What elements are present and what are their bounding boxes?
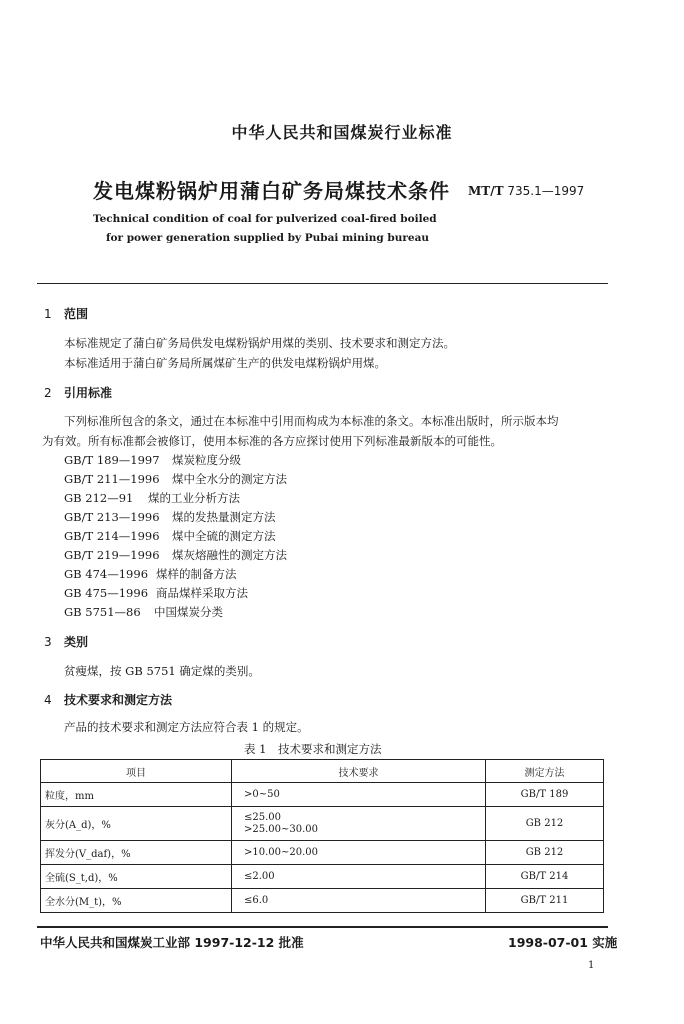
cell-method: GB/T 189 <box>486 783 604 807</box>
cell-requirement: >0~50 <box>232 783 486 807</box>
table-row <box>41 889 604 913</box>
section-title: 引用标准 <box>64 386 113 400</box>
section-title: 类别 <box>64 635 89 649</box>
standard-code-number: 735.1—1997 <box>507 184 585 198</box>
requirement-line-2: >25.00~30.00 <box>244 823 319 835</box>
reference-item: GB/T 214—1996 煤中全硫的测定方法 <box>64 529 276 543</box>
section-heading-scope <box>44 305 88 322</box>
cell-method: GB/T 214 <box>486 865 604 889</box>
reference-item: GB 212—91 煤的工业分析方法 <box>64 491 240 505</box>
cell-requirement: >10.00~20.00 <box>232 841 486 865</box>
cell-method: GB 212 <box>486 807 604 841</box>
section-number: 1 <box>44 307 52 321</box>
section-number: 3 <box>44 635 52 649</box>
section-heading-requirements <box>44 691 172 708</box>
scope-paragraph-2: 本标准适用于蒲白矿务局所属煤矿生产的供发电煤粉锅炉用煤。 <box>64 356 386 370</box>
column-header-item: 项目 <box>41 760 232 783</box>
page-number: 1 <box>588 960 595 971</box>
reference-item: GB/T 211—1996 煤中全水分的测定方法 <box>64 472 287 486</box>
column-header-method: 测定方法 <box>486 760 604 783</box>
section-title: 技术要求和测定方法 <box>64 693 173 707</box>
table-row <box>41 807 604 841</box>
section-number: 4 <box>44 693 52 707</box>
requirement-line-1: ≤25.00 <box>244 811 282 823</box>
section-title: 范围 <box>64 307 89 321</box>
cell-method: GB/T 211 <box>486 889 604 913</box>
table-caption: 表 1 技术要求和测定方法 <box>244 742 382 756</box>
table-row <box>41 783 604 807</box>
table-header-row <box>41 760 604 783</box>
section-heading-references <box>44 384 112 401</box>
cell-item: 灰分(A_d)，% <box>41 807 232 841</box>
english-title-line-1: Technical condition of coal for pulverized coal-fired boiled <box>93 213 437 225</box>
section-number: 2 <box>44 386 52 400</box>
header-divider <box>37 283 608 284</box>
footer-divider <box>37 926 608 928</box>
cell-requirement: ≤6.0 <box>232 889 486 913</box>
references-paragraph-2: 为有效。所有标准都会被修订，使用本标准的各方应探讨使用下列标准最新版本的可能性。 <box>42 434 502 448</box>
requirements-table <box>40 759 604 913</box>
requirements-paragraph: 产品的技术要求和测定方法应符合表 1 的规定。 <box>64 720 309 734</box>
reference-item: GB 5751—86 中国煤炭分类 <box>64 605 223 619</box>
reference-item: GB 475—1996 商品煤样采取方法 <box>64 586 248 600</box>
document-title: 发电煤粉锅炉用蒲白矿务局煤技术条件 <box>93 179 450 203</box>
references-paragraph-1: 下列标准所包含的条文，通过在本标准中引用而构成为本标准的条文。本标准出版时，所示版本均 <box>64 414 559 428</box>
cell-requirement: ≤2.00 <box>232 865 486 889</box>
cell-item: 挥发分(V_daf)，% <box>41 841 232 865</box>
reference-item: GB/T 213—1996 煤的发热量测定方法 <box>64 510 276 524</box>
reference-item: GB 474—1996 煤样的制备方法 <box>64 567 237 581</box>
standard-code <box>468 184 584 198</box>
section-heading-category <box>44 633 88 650</box>
approval-statement: 中华人民共和国煤炭工业部 1997-12-12 批准 <box>40 935 304 950</box>
reference-item: GB/T 189—1997 煤炭粒度分级 <box>64 453 241 467</box>
cell-item: 全硫(S_t,d)，% <box>41 865 232 889</box>
table-row <box>41 841 604 865</box>
cell-item: 全水分(M_t)，% <box>41 889 232 913</box>
effective-date: 1998-07-01 实施 <box>508 935 618 950</box>
standard-body-heading: 中华人民共和国煤炭行业标准 <box>231 123 453 142</box>
column-header-requirement: 技术要求 <box>232 760 486 783</box>
scope-paragraph-1: 本标准规定了蒲白矿务局供发电煤粉锅炉用煤的类别、技术要求和测定方法。 <box>64 336 455 350</box>
cell-item: 粒度，mm <box>41 783 232 807</box>
english-title-line-2: for power generation supplied by Pubai mining bureau <box>106 232 430 244</box>
table-row <box>41 865 604 889</box>
cell-requirement <box>232 807 486 841</box>
standard-code-prefix: MT/T <box>468 184 504 198</box>
category-paragraph: 贫瘦煤，按 GB 5751 确定煤的类别。 <box>64 664 260 678</box>
reference-item: GB/T 219—1996 煤灰熔融性的测定方法 <box>64 548 287 562</box>
cell-method: GB 212 <box>486 841 604 865</box>
